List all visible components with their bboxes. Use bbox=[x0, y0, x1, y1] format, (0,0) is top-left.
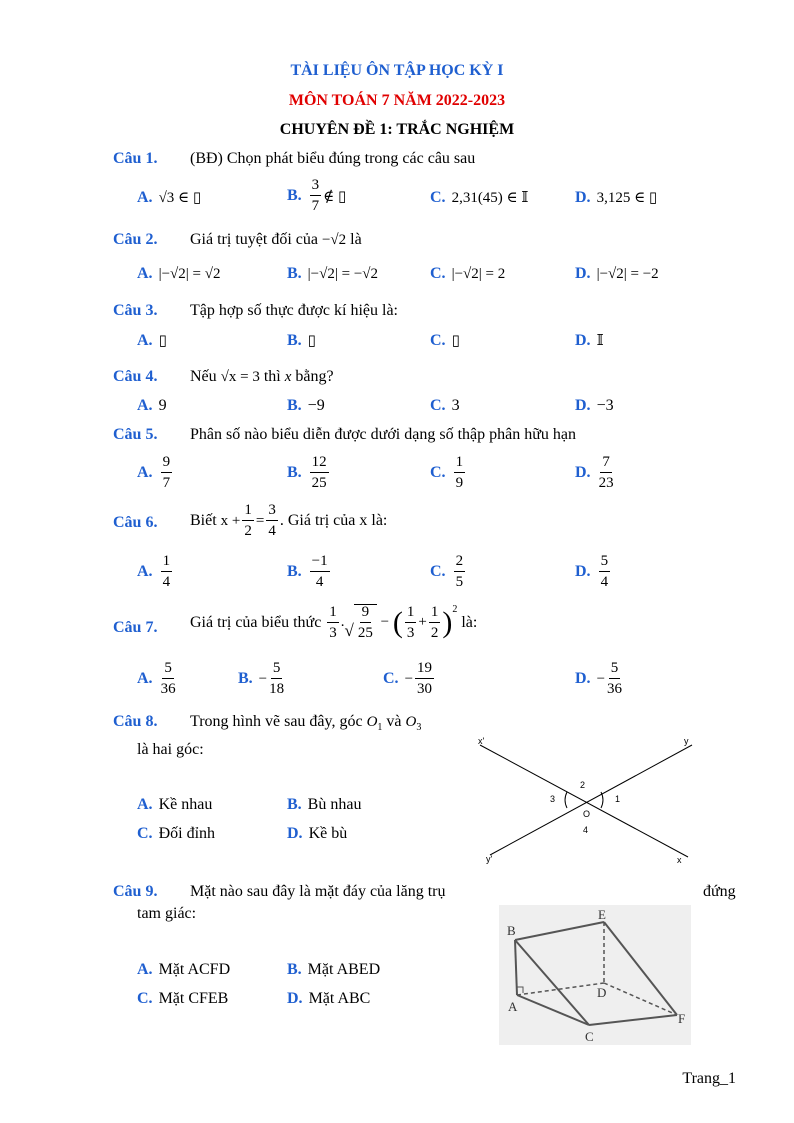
q1-option-d[interactable] bbox=[575, 188, 657, 207]
question-1-text: (BĐ) Chọn phát biểu đúng trong các câu sau bbox=[190, 150, 476, 167]
angle-3-arc bbox=[565, 792, 567, 808]
q8-option-c[interactable] bbox=[137, 825, 215, 843]
q2-option-c[interactable] bbox=[430, 265, 505, 283]
option-letter: C. bbox=[430, 397, 446, 414]
option-value: ▯ bbox=[158, 333, 167, 349]
q5-option-b[interactable] bbox=[287, 455, 331, 491]
q9-option-a[interactable] bbox=[137, 961, 230, 979]
q6-option-b[interactable] bbox=[287, 554, 332, 590]
option-letter: B. bbox=[287, 187, 302, 204]
option-letter: B. bbox=[287, 265, 302, 282]
fraction: $\frac{7}{23}$ bbox=[598, 454, 614, 491]
vertex-f: F bbox=[678, 1011, 686, 1026]
question-7-label: Câu 7. bbox=[113, 619, 158, 636]
question-3-label: Câu 3. bbox=[113, 302, 158, 319]
question-5-label: Câu 5. bbox=[113, 426, 158, 443]
title-line-2: MÔN TOÁN 7 NĂM 2022-2023 bbox=[288, 92, 506, 109]
question-6-label: Câu 6. bbox=[113, 514, 158, 531]
vertex-c: C bbox=[585, 1029, 594, 1044]
fraction: $\frac{1}{9}$ bbox=[455, 454, 464, 491]
question-6-text: Biết x + $\frac{1}{2}$ = $\frac{3}{4}$ . Giá trị của x là: bbox=[190, 502, 388, 539]
option-value: ∉ ▯ bbox=[323, 188, 347, 205]
option-letter: C. bbox=[430, 188, 446, 206]
q9-option-b[interactable] bbox=[287, 961, 380, 979]
fraction: $\frac{5}{18}$ bbox=[269, 660, 285, 697]
q9-option-c[interactable] bbox=[137, 990, 228, 1008]
q1-option-b[interactable] bbox=[287, 178, 346, 214]
option-letter: C. bbox=[137, 825, 153, 842]
option-value: 2,31(45) ∈ 𝕀 bbox=[451, 190, 529, 206]
option-value: −9 bbox=[307, 397, 325, 414]
question-2-label: Câu 2. bbox=[113, 231, 158, 248]
angle-label-2: 2 bbox=[580, 780, 586, 790]
option-value: 3,125 ∈ ▯ bbox=[596, 190, 658, 206]
q8-option-b[interactable] bbox=[287, 796, 361, 814]
option-letter: D. bbox=[575, 397, 591, 414]
q3-option-d[interactable] bbox=[575, 331, 604, 350]
q8-option-d[interactable] bbox=[287, 825, 347, 843]
q4-option-c[interactable] bbox=[430, 397, 460, 415]
option-letter: D. bbox=[575, 563, 591, 580]
line-yy bbox=[490, 745, 692, 855]
question-9-text-line2: tam giác: bbox=[137, 905, 197, 922]
fraction: $\frac{2}{5}$ bbox=[455, 553, 464, 590]
question-9-label: Câu 9. bbox=[113, 883, 158, 900]
option-letter: B. bbox=[287, 397, 302, 414]
label-x-prime: x' bbox=[478, 736, 485, 746]
angle-label-1: 1 bbox=[615, 794, 621, 804]
page-number: Trang_1 bbox=[682, 1070, 736, 1087]
question-4-text: Nếu √x = 3 thì x bằng? bbox=[190, 368, 334, 385]
vertex-e: E bbox=[598, 907, 606, 922]
option-letter: D. bbox=[575, 670, 591, 687]
question-8-text-line2: là hai góc: bbox=[137, 741, 204, 758]
question-8-text: Trong hình vẽ sau đây, góc $O_1$ và $O_3$ bbox=[190, 713, 422, 734]
option-value: |−√2| = 2 bbox=[451, 265, 506, 282]
q6-option-c[interactable] bbox=[430, 554, 467, 590]
option-value: −3 bbox=[596, 397, 614, 414]
option-value: Kề bù bbox=[308, 825, 348, 842]
q7-option-a[interactable] bbox=[137, 661, 178, 697]
q5-option-a[interactable] bbox=[137, 455, 174, 491]
angle-label-3: 3 bbox=[550, 794, 556, 804]
fraction: $\frac{1}{4}$ bbox=[162, 553, 171, 590]
option-value: √3 ∈ ▯ bbox=[158, 190, 202, 206]
option-value: Mặt ABC bbox=[308, 990, 371, 1007]
q1-option-a[interactable] bbox=[137, 188, 201, 207]
option-value: |−√2| = −√2 bbox=[307, 265, 379, 282]
question-1-label: Câu 1. bbox=[113, 150, 158, 167]
fraction: $\frac{5}{36}$ bbox=[607, 660, 623, 697]
option-letter: B. bbox=[238, 670, 253, 687]
fraction: $\frac{3}{7}$ bbox=[311, 177, 320, 214]
option-value: |−√2| = −2 bbox=[596, 265, 659, 282]
fraction: $\frac{12}{25}$ bbox=[311, 454, 327, 491]
title-line-1: TÀI LIỆU ÔN TẬP HỌC KỲ I bbox=[290, 62, 504, 79]
option-value: Mặt ACFD bbox=[158, 961, 231, 978]
option-letter: A. bbox=[137, 961, 153, 978]
q2-option-b[interactable] bbox=[287, 265, 378, 283]
q5-option-c[interactable] bbox=[430, 455, 467, 491]
vertex-b: B bbox=[507, 923, 516, 938]
vertex-d: D bbox=[597, 985, 607, 1000]
title-line-3: CHUYÊN ĐỀ 1: TRẮC NGHIỆM bbox=[279, 121, 515, 138]
option-value: 𝕀 bbox=[596, 333, 604, 349]
option-letter: B. bbox=[287, 796, 302, 813]
q8-option-a[interactable] bbox=[137, 796, 212, 814]
prism-figure bbox=[499, 905, 691, 1045]
option-letter: C. bbox=[430, 464, 446, 481]
option-letter: B. bbox=[287, 464, 302, 481]
option-value: 9 bbox=[158, 397, 167, 414]
q6-option-d[interactable] bbox=[575, 554, 612, 590]
option-value: Đối đỉnh bbox=[158, 825, 216, 842]
line-xx bbox=[480, 745, 688, 857]
option-letter: C. bbox=[430, 265, 446, 282]
option-letter: B. bbox=[287, 961, 302, 978]
option-letter: D. bbox=[575, 188, 591, 206]
question-9-text-right: đứng bbox=[703, 883, 736, 900]
question-4-label: Câu 4. bbox=[113, 368, 158, 385]
vertex-a: A bbox=[508, 999, 518, 1014]
label-o: O bbox=[583, 809, 591, 819]
option-letter: A. bbox=[137, 796, 153, 813]
q9-option-d[interactable] bbox=[287, 990, 370, 1008]
fraction: $\frac{5}{36}$ bbox=[160, 660, 176, 697]
option-value: Bù nhau bbox=[307, 796, 362, 813]
label-y: y bbox=[684, 736, 689, 746]
question-2-text: Giá trị tuyệt đối của −√2 là bbox=[190, 231, 362, 248]
option-letter: C. bbox=[137, 990, 153, 1007]
question-5-text: Phân số nào biểu diễn được dưới dạng số thập phân hữu hạn bbox=[190, 426, 576, 443]
q2-option-d[interactable] bbox=[575, 265, 659, 283]
fraction: $\frac{-1}{4}$ bbox=[311, 553, 328, 590]
option-value: Kề nhau bbox=[158, 796, 213, 813]
option-letter: A. bbox=[137, 464, 153, 481]
option-letter: D. bbox=[287, 825, 303, 842]
angle-label-4: 4 bbox=[583, 825, 589, 835]
fraction: $\frac{9}{7}$ bbox=[162, 454, 171, 491]
option-letter: D. bbox=[575, 464, 591, 481]
option-value: ▯ bbox=[307, 333, 316, 349]
option-letter: A. bbox=[137, 188, 153, 206]
option-letter: B. bbox=[287, 563, 302, 580]
q5-option-d[interactable] bbox=[575, 455, 616, 491]
option-letter: C. bbox=[430, 331, 446, 349]
q6-option-a[interactable] bbox=[137, 554, 174, 590]
label-x: x bbox=[677, 855, 682, 865]
option-value: Mặt ABED bbox=[307, 961, 381, 978]
option-letter: C. bbox=[430, 563, 446, 580]
q3-option-a[interactable] bbox=[137, 331, 167, 350]
q7-option-b[interactable]: B. − $\frac{5}{18}$ bbox=[238, 660, 285, 697]
option-letter: A. bbox=[137, 331, 153, 349]
option-value: ▯ bbox=[451, 333, 460, 349]
q4-option-b[interactable] bbox=[287, 397, 325, 415]
option-letter: C. bbox=[383, 670, 399, 687]
option-value: Mặt CFEB bbox=[158, 990, 229, 1007]
option-value: |−√2| = √2 bbox=[158, 265, 221, 282]
question-7-text: Giá trị của biểu thức $\frac{1}{3}$ . √ $\frac{9}{25}$ − ( $\frac{1}{3}$ + $\frac{1}{2}$ ) $^2$ là: bbox=[190, 603, 478, 641]
q3-option-b[interactable] bbox=[287, 331, 316, 350]
q3-option-c[interactable] bbox=[430, 331, 460, 350]
option-letter: A. bbox=[137, 265, 153, 282]
option-value: 3 bbox=[451, 397, 460, 414]
option-letter: A. bbox=[137, 397, 153, 414]
option-letter: A. bbox=[137, 670, 153, 687]
question-3-text: Tập hợp số thực được kí hiệu là: bbox=[190, 302, 398, 319]
fraction: $\frac{5}{4}$ bbox=[600, 553, 609, 590]
option-letter: A. bbox=[137, 563, 153, 580]
intersecting-lines-figure bbox=[470, 730, 700, 870]
fraction: $\frac{19}{30}$ bbox=[417, 660, 433, 697]
option-letter: D. bbox=[287, 990, 303, 1007]
label-y-prime: y' bbox=[486, 854, 493, 864]
option-letter: D. bbox=[575, 331, 591, 349]
question-9-text: Mặt nào sau đây là mặt đáy của lăng trụ bbox=[190, 883, 446, 900]
q1-option-c[interactable] bbox=[430, 188, 528, 207]
q7-option-c[interactable]: C. − $\frac{19}{30}$ bbox=[383, 660, 433, 697]
q4-option-a[interactable] bbox=[137, 397, 167, 415]
option-letter: B. bbox=[287, 331, 302, 349]
option-letter: D. bbox=[575, 265, 591, 282]
question-8-label: Câu 8. bbox=[113, 713, 158, 730]
q2-option-a[interactable] bbox=[137, 265, 220, 283]
q7-option-d[interactable]: D. − $\frac{5}{36}$ bbox=[575, 660, 623, 697]
q4-option-d[interactable] bbox=[575, 397, 614, 415]
